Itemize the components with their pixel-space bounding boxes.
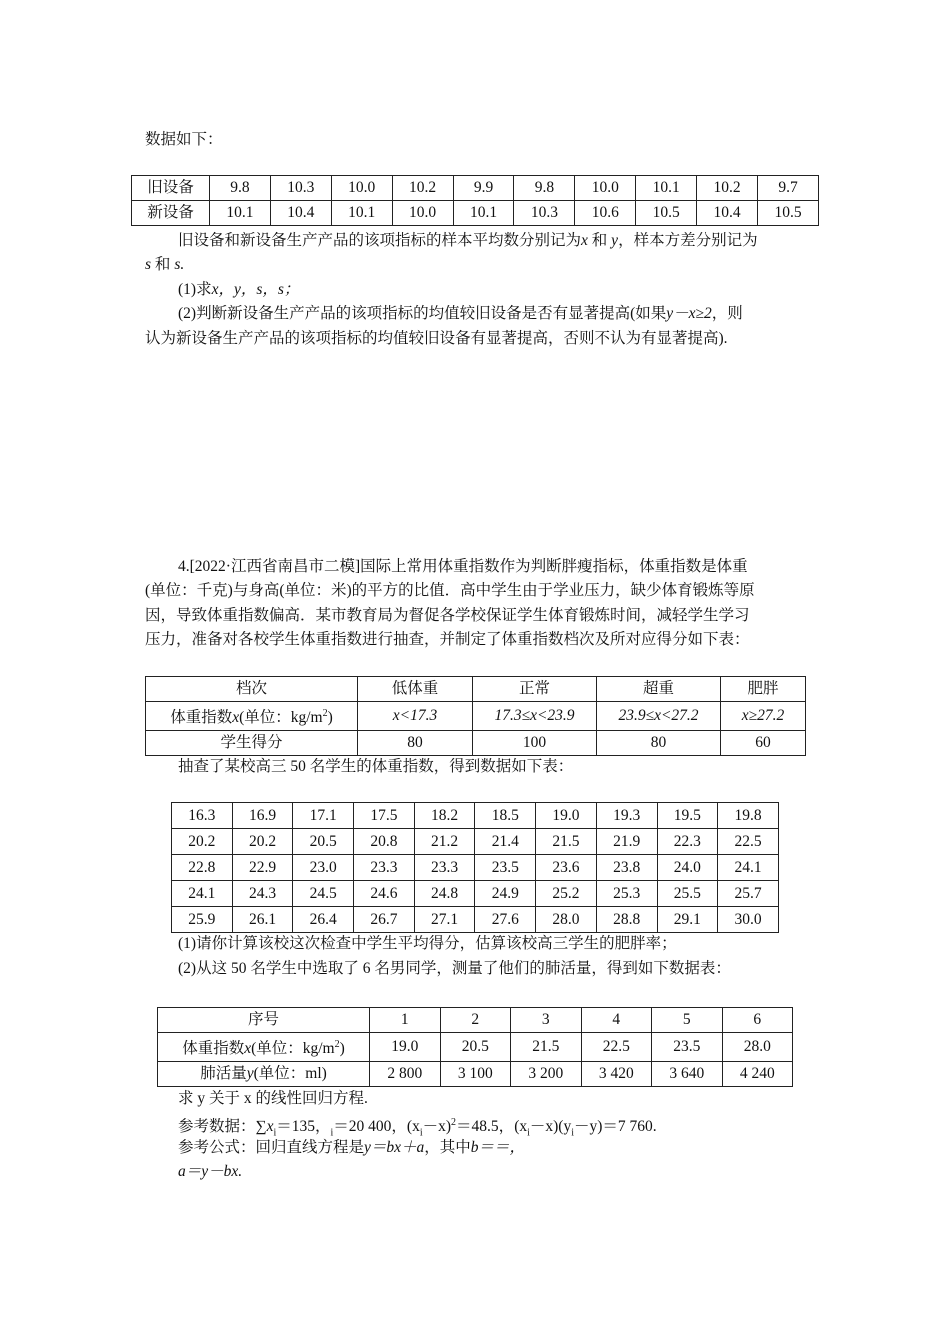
sample-row bbox=[172, 907, 779, 933]
lung-header-row bbox=[158, 1008, 793, 1033]
equipment-value-cell: 10.2 bbox=[697, 176, 758, 201]
paragraph-averages: 旧设备和新设备生产产品的该项指标的样本平均数分别记为x 和 y，样本方差分别记为 bbox=[178, 232, 758, 249]
lung-bmi-cell: 28.0 bbox=[722, 1033, 793, 1062]
equipment-value-cell: 10.4 bbox=[270, 201, 331, 226]
equipment-value-cell: 9.7 bbox=[758, 176, 819, 201]
sample-cell: 18.2 bbox=[414, 803, 475, 829]
sample-row bbox=[172, 803, 779, 829]
sample-cell: 20.5 bbox=[293, 829, 354, 855]
lung-bmi-cell: 23.5 bbox=[652, 1033, 723, 1062]
sample-cell: 25.9 bbox=[172, 907, 233, 933]
sample-cell: 23.3 bbox=[414, 855, 475, 881]
equipment-value-cell: 10.1 bbox=[210, 201, 271, 226]
lung-bmi-row bbox=[158, 1033, 793, 1062]
regression-question: 求 y 关于 x 的线性回归方程. bbox=[178, 1090, 368, 1107]
sample-row bbox=[172, 829, 779, 855]
question-2-cont: 认为新设备生产产品的该项指标的均值较旧设备有显著提高，否则不认为有显著提高). bbox=[145, 330, 728, 347]
equipment-value-cell: 10.5 bbox=[758, 201, 819, 226]
equipment-data-table bbox=[131, 175, 819, 226]
equipment-value-cell: 10.2 bbox=[392, 176, 453, 201]
sample-cell: 27.6 bbox=[475, 907, 536, 933]
sample-cell: 24.9 bbox=[475, 881, 536, 907]
sample-cell: 30.0 bbox=[718, 907, 779, 933]
sample-cell: 19.8 bbox=[718, 803, 779, 829]
sample-row bbox=[172, 855, 779, 881]
equipment-value-cell: 10.1 bbox=[331, 201, 392, 226]
lung-id-cell: 6 bbox=[722, 1008, 793, 1033]
question-2: (2)判断新设备生产产品的该项指标的均值较旧设备是否有显著提高(如果y－x≥2，则 bbox=[178, 305, 743, 322]
equipment-value-cell: 10.4 bbox=[697, 201, 758, 226]
lung-capacity-row bbox=[158, 1062, 793, 1087]
sample-cell: 20.2 bbox=[232, 829, 293, 855]
sample-cell: 18.5 bbox=[475, 803, 536, 829]
sample-cell: 26.1 bbox=[232, 907, 293, 933]
lung-id-cell: 1 bbox=[370, 1008, 441, 1033]
score-cell: 60 bbox=[721, 731, 806, 756]
sample-cell: 24.3 bbox=[232, 881, 293, 907]
reference-formula-a: a＝y－bx. bbox=[178, 1163, 243, 1180]
equipment-value-cell: 10.6 bbox=[575, 201, 636, 226]
sample-cell: 24.1 bbox=[718, 855, 779, 881]
lung-capacity-cell: 3 640 bbox=[652, 1062, 723, 1087]
range-cell: 17.3≤x<23.9 bbox=[473, 702, 597, 731]
question-1: (1)求x，y，s，s； bbox=[178, 281, 300, 298]
sample-cell: 23.0 bbox=[293, 855, 354, 881]
sample-cell: 24.6 bbox=[354, 881, 415, 907]
sample-intro: 抽查了某校高三 50 名学生的体重指数，得到数据如下表： bbox=[178, 758, 574, 775]
equipment-value-cell: 10.3 bbox=[514, 201, 575, 226]
score-label-cell: 学生得分 bbox=[146, 731, 358, 756]
problem-4-line-1: 4.[2022·江西省南昌市二模]国际上常用体重指数作为判断胖瘦指标，体重指数是体重 bbox=[178, 558, 748, 575]
paragraph-averages-cont: s 和 s. bbox=[145, 256, 185, 273]
sample-cell: 20.8 bbox=[354, 829, 415, 855]
sample-cell: 27.1 bbox=[414, 907, 475, 933]
equipment-value-cell: 10.5 bbox=[636, 201, 697, 226]
lung-capacity-label: 肺活量y(单位：ml) bbox=[158, 1062, 370, 1087]
sample-cell: 19.0 bbox=[536, 803, 597, 829]
lung-capacity-cell: 4 240 bbox=[722, 1062, 793, 1087]
sample-cell: 25.7 bbox=[718, 881, 779, 907]
bmi-grade-table bbox=[145, 676, 806, 756]
equipment-value-cell: 10.3 bbox=[270, 176, 331, 201]
equipment-row bbox=[132, 201, 819, 226]
grade-header-cell: 正常 bbox=[473, 677, 597, 702]
equipment-value-cell: 10.0 bbox=[575, 176, 636, 201]
score-cell: 100 bbox=[473, 731, 597, 756]
lung-bmi-label: 体重指数x(单位：$kg/m^2$) bbox=[158, 1033, 370, 1062]
problem-4-line-2: (单位：千克)与身高(单位：米)的平方的比值．高中学生由于学业压力，缺少体育锻炼等原 bbox=[145, 582, 755, 599]
problem-4-question-2: (2)从这 50 名学生中选取了 6 名男同学，测量了他们的肺活量，得到如下数据表： bbox=[178, 960, 731, 977]
equipment-label-cell: 旧设备 bbox=[132, 176, 210, 201]
grade-header-cell: 超重 bbox=[597, 677, 721, 702]
sample-cell: 24.0 bbox=[657, 855, 718, 881]
sample-cell: 22.5 bbox=[718, 829, 779, 855]
lung-bmi-cell: 19.0 bbox=[370, 1033, 441, 1062]
range-cell: x<17.3 bbox=[358, 702, 473, 731]
lung-capacity-cell: 2 800 bbox=[370, 1062, 441, 1087]
sample-cell: 26.7 bbox=[354, 907, 415, 933]
reference-data: 参考数据：$\sum x_i=135$，$_i$＝20 400，$(x_i-x)^2=48.5$，$(x_i-x)(y_i-y)=7$ 760. bbox=[178, 1117, 657, 1139]
bmi-sample-table bbox=[171, 802, 779, 933]
sample-cell: 28.0 bbox=[536, 907, 597, 933]
sample-cell: 24.1 bbox=[172, 881, 233, 907]
sample-cell: 17.5 bbox=[354, 803, 415, 829]
sample-cell: 22.8 bbox=[172, 855, 233, 881]
lung-capacity-table bbox=[157, 1007, 793, 1087]
equipment-value-cell: 9.8 bbox=[210, 176, 271, 201]
sample-cell: 16.3 bbox=[172, 803, 233, 829]
sample-cell: 21.2 bbox=[414, 829, 475, 855]
sample-cell: 17.1 bbox=[293, 803, 354, 829]
sample-cell: 25.2 bbox=[536, 881, 597, 907]
sample-cell: 23.6 bbox=[536, 855, 597, 881]
equipment-value-cell: 10.1 bbox=[453, 201, 514, 226]
equipment-value-cell: 9.9 bbox=[453, 176, 514, 201]
equipment-value-cell: 9.8 bbox=[514, 176, 575, 201]
sample-cell: 23.8 bbox=[596, 855, 657, 881]
sample-row bbox=[172, 881, 779, 907]
equipment-value-cell: 10.1 bbox=[636, 176, 697, 201]
equipment-label-cell: 新设备 bbox=[132, 201, 210, 226]
sample-cell: 20.2 bbox=[172, 829, 233, 855]
lung-bmi-cell: 22.5 bbox=[581, 1033, 652, 1062]
score-cell: 80 bbox=[597, 731, 721, 756]
sample-cell: 24.8 bbox=[414, 881, 475, 907]
lung-id-cell: 5 bbox=[652, 1008, 723, 1033]
sample-cell: 26.4 bbox=[293, 907, 354, 933]
sample-cell: 22.3 bbox=[657, 829, 718, 855]
data-intro: 数据如下： bbox=[145, 131, 223, 148]
sample-cell: 21.4 bbox=[475, 829, 536, 855]
sample-cell: 19.3 bbox=[596, 803, 657, 829]
grade-header-cell: 档次 bbox=[146, 677, 358, 702]
sample-cell: 28.8 bbox=[596, 907, 657, 933]
sample-cell: 25.5 bbox=[657, 881, 718, 907]
lung-capacity-cell: 3 100 bbox=[440, 1062, 511, 1087]
range-cell: 23.9≤x<27.2 bbox=[597, 702, 721, 731]
equipment-value-cell: 10.0 bbox=[331, 176, 392, 201]
sample-cell: 24.5 bbox=[293, 881, 354, 907]
grade-score-row bbox=[146, 731, 806, 756]
sample-cell: 19.5 bbox=[657, 803, 718, 829]
lung-bmi-cell: 20.5 bbox=[440, 1033, 511, 1062]
lung-id-cell: 3 bbox=[511, 1008, 582, 1033]
problem-4-line-3: 因，导致体重指数偏高．某市教育局为督促各学校保证学生体育锻炼时间，减轻学生学习 bbox=[145, 607, 750, 624]
equipment-value-cell: 10.0 bbox=[392, 201, 453, 226]
score-cell: 80 bbox=[358, 731, 473, 756]
reference-formula: 参考公式：回归直线方程是y＝bx＋a，其中b＝＝， bbox=[178, 1139, 526, 1156]
grade-header-cell: 低体重 bbox=[358, 677, 473, 702]
sample-cell: 23.5 bbox=[475, 855, 536, 881]
lung-id-cell: 4 bbox=[581, 1008, 652, 1033]
grade-header-row bbox=[146, 677, 806, 702]
range-cell: x≥27.2 bbox=[721, 702, 806, 731]
sample-cell: 29.1 bbox=[657, 907, 718, 933]
sample-cell: 22.9 bbox=[232, 855, 293, 881]
sample-cell: 16.9 bbox=[232, 803, 293, 829]
equipment-row bbox=[132, 176, 819, 201]
lung-capacity-cell: 3 200 bbox=[511, 1062, 582, 1087]
sample-cell: 21.9 bbox=[596, 829, 657, 855]
sample-cell: 21.5 bbox=[536, 829, 597, 855]
lung-header-label: 序号 bbox=[158, 1008, 370, 1033]
sample-cell: 25.3 bbox=[596, 881, 657, 907]
problem-4-question-1: (1)请你计算该校这次检查中学生平均得分，估算该校高三学生的肥胖率； bbox=[178, 935, 677, 952]
grade-range-row bbox=[146, 702, 806, 731]
bmi-label-cell: 体重指数x(单位：$kg/m^2$) bbox=[146, 702, 358, 731]
sample-cell: 23.3 bbox=[354, 855, 415, 881]
problem-4-line-4: 压力，准备对各校学生体重指数进行抽查，并制定了体重指数档次及所对应得分如下表： bbox=[145, 631, 750, 648]
lung-capacity-cell: 3 420 bbox=[581, 1062, 652, 1087]
lung-bmi-cell: 21.5 bbox=[511, 1033, 582, 1062]
grade-header-cell: 肥胖 bbox=[721, 677, 806, 702]
lung-id-cell: 2 bbox=[440, 1008, 511, 1033]
